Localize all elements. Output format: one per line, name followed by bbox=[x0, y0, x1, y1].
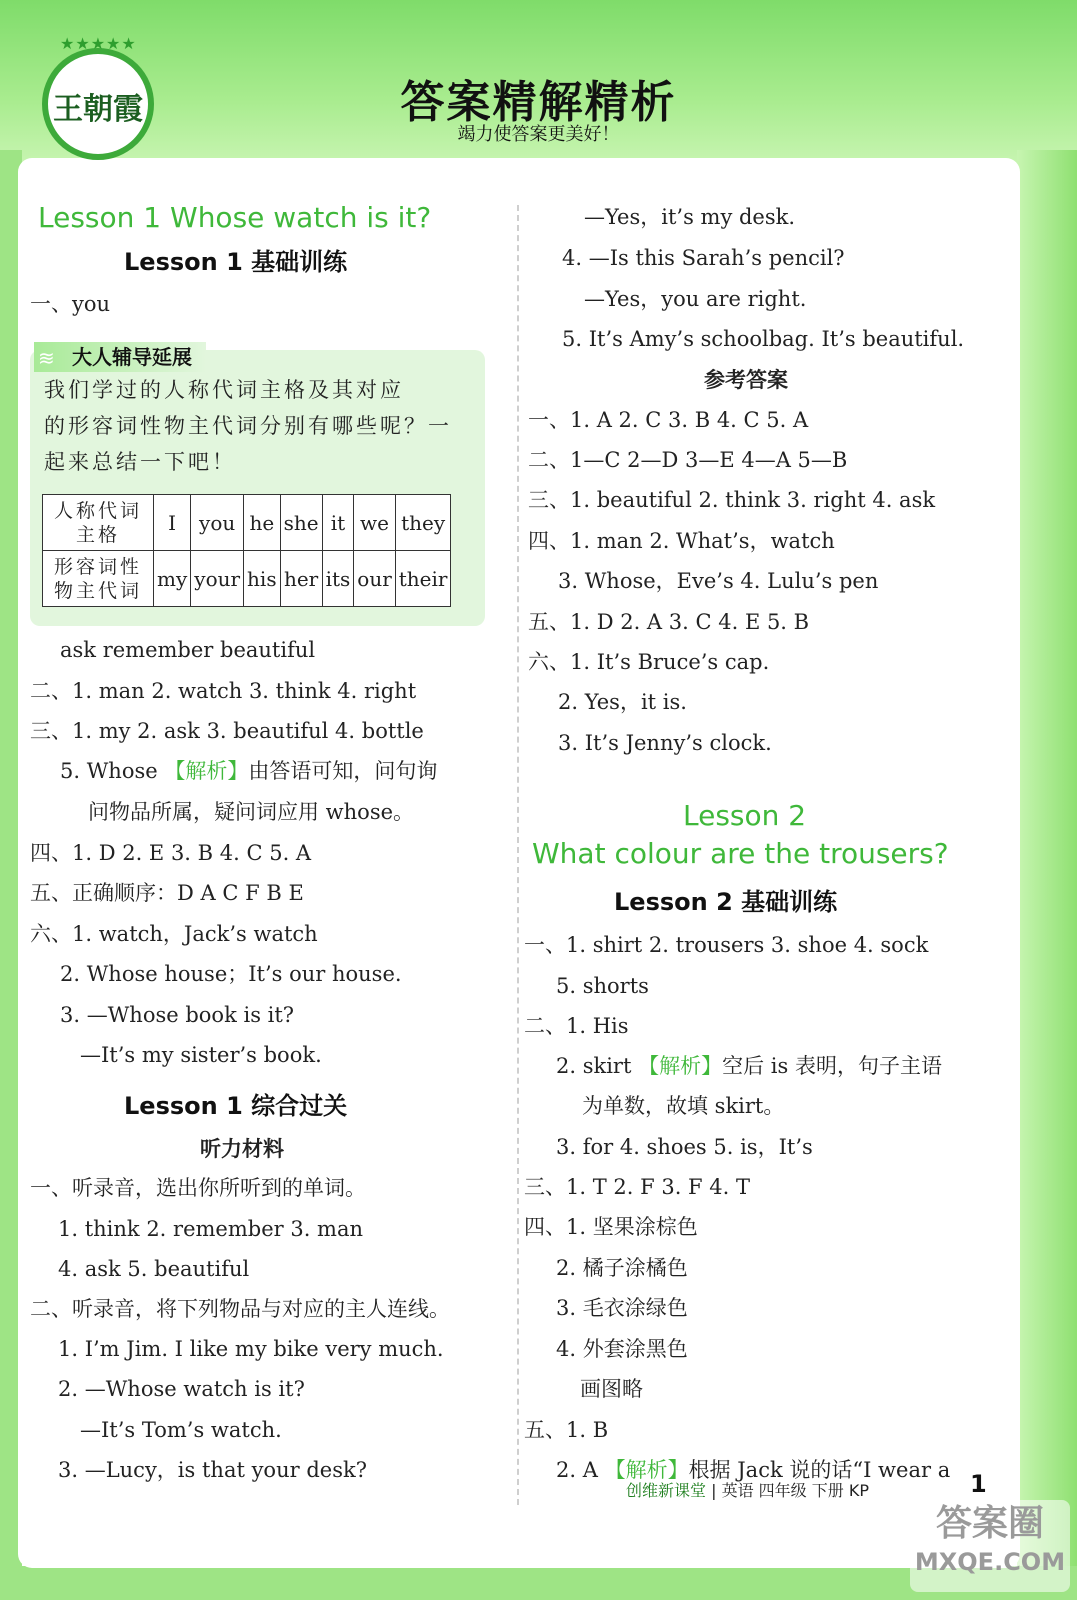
answer-line bbox=[556, 1056, 942, 1077]
answer-line: 1. think 2. remember 3. man bbox=[58, 1217, 364, 1241]
table-cell: they bbox=[395, 495, 451, 551]
answer-line: 3. It’s Jenny’s clock. bbox=[558, 731, 772, 755]
analysis-tag: 【解析】 bbox=[638, 1054, 723, 1078]
table-cell: 形容词性物主代词 bbox=[43, 551, 154, 607]
answer-line: —It’s Tom’s watch. bbox=[80, 1418, 282, 1442]
section-heading: Lesson 1 基础训练 bbox=[124, 248, 348, 276]
table-cell: our bbox=[354, 551, 395, 607]
answer-line: 五、1. D 2. A 3. C 4. E 5. B bbox=[528, 610, 810, 634]
table-cell: his bbox=[244, 551, 281, 607]
answer-line: —Yes，you are right. bbox=[584, 287, 807, 311]
lesson-1-title: Lesson 1 Whose watch is it? bbox=[38, 201, 432, 234]
watermark-text: 答案圈 bbox=[935, 1503, 1044, 1544]
answer-line: 为单数，故填 skirt。 bbox=[582, 1094, 785, 1118]
table-cell: I bbox=[154, 495, 191, 551]
answer-text: 2. A bbox=[556, 1458, 598, 1482]
answer-line: 4. 外套涂黑色 bbox=[556, 1337, 688, 1361]
answer-line: 一、听录音，选出你所听到的单词。 bbox=[30, 1176, 366, 1200]
answer-line: 2. —Whose watch is it? bbox=[58, 1377, 305, 1401]
tip-text: 我们学过的人称代词主格及其对应 bbox=[44, 378, 404, 402]
answer-line: 5. shorts bbox=[556, 974, 649, 998]
table-cell: your bbox=[191, 551, 244, 607]
answer-line: 3. 毛衣涂绿色 bbox=[556, 1296, 688, 1320]
answer-line: 二、1—C 2—D 3—E 4—A 5—B bbox=[528, 448, 848, 472]
analysis-tag: 【解析】 bbox=[604, 1458, 689, 1482]
table-cell: we bbox=[354, 495, 395, 551]
table-cell: my bbox=[154, 551, 191, 607]
answer-text: 5. Whose bbox=[60, 759, 158, 783]
table-cell: it bbox=[322, 495, 354, 551]
answer-line bbox=[60, 761, 437, 782]
answer-line: ask remember beautiful bbox=[60, 638, 316, 662]
table-cell: she bbox=[280, 495, 322, 551]
answer-line: 1. I’m Jim. I like my bike very much. bbox=[58, 1337, 444, 1361]
analysis-text: 根据 Jack 说的话“I wear a bbox=[688, 1458, 951, 1482]
footer-meta: | 英语 四年级 下册 KP bbox=[711, 1481, 869, 1500]
table-cell: her bbox=[280, 551, 322, 607]
watermark bbox=[910, 1500, 1070, 1592]
answer-line: —Yes，it’s my desk. bbox=[584, 205, 796, 229]
page-title: 答案精解精析 bbox=[400, 77, 677, 128]
answer-line: 四、1. D 2. E 3. B 4. C 5. A bbox=[30, 841, 312, 865]
table-cell: 人称代词主格 bbox=[43, 495, 154, 551]
analysis-text: 空后 is 表明，句子主语 bbox=[722, 1054, 942, 1078]
logo-text: 王朝霞 bbox=[53, 92, 143, 127]
answer-line: 4. ask 5. beautiful bbox=[58, 1257, 250, 1281]
column-divider bbox=[517, 205, 519, 1505]
subheading: 参考答案 bbox=[704, 367, 788, 392]
answer-line: 4. —Is this Sarah’s pencil? bbox=[562, 246, 845, 270]
subheading: 听力材料 bbox=[200, 1136, 284, 1161]
footer-brand: 创维新课堂 bbox=[626, 1481, 707, 1500]
watermark-url: MXQE.COM bbox=[914, 1548, 1066, 1576]
footer-info bbox=[626, 1478, 869, 1501]
tip-text: 起来总结一下吧！ bbox=[44, 450, 236, 474]
answer-line: 一、you bbox=[30, 292, 111, 316]
answer-line: 五、1. B bbox=[524, 1418, 609, 1442]
answer-line: 画图略 bbox=[580, 1377, 643, 1401]
pronoun-table bbox=[42, 494, 451, 607]
page-number: 1 bbox=[970, 1470, 987, 1498]
table-cell: he bbox=[244, 495, 281, 551]
analysis-text: 由答语可知，问句询 bbox=[248, 759, 438, 783]
answer-line: 3. —Whose book is it? bbox=[60, 1003, 295, 1027]
answer-line: 2. Yes，it is. bbox=[558, 690, 687, 714]
section-heading: Lesson 2 基础训练 bbox=[614, 888, 838, 916]
answer-text: 2. skirt bbox=[556, 1054, 632, 1078]
section-heading: Lesson 1 综合过关 bbox=[124, 1092, 348, 1120]
right-border bbox=[1017, 150, 1077, 1600]
tip-text: 的形容词性物主代词分别有哪些呢？一 bbox=[44, 414, 452, 438]
table-row bbox=[43, 495, 451, 551]
table-cell: its bbox=[322, 551, 354, 607]
answer-line: 三、1. my 2. ask 3. beautiful 4. bottle bbox=[30, 719, 424, 743]
answer-line: 一、1. A 2. C 3. B 4. C 5. A bbox=[528, 408, 809, 432]
wave-icon: ≋ bbox=[38, 346, 55, 370]
answer-line: 5. It’s Amy’s schoolbag. It’s beautiful. bbox=[562, 327, 965, 351]
lesson-2-subtitle: What colour are the trousers? bbox=[532, 837, 949, 870]
answer-line: 四、1. 坚果涂棕色 bbox=[524, 1215, 698, 1239]
analysis-tag: 【解析】 bbox=[164, 759, 249, 783]
answer-line: 问物品所属，疑问词应用 whose。 bbox=[88, 800, 415, 824]
answer-line: 三、1. T 2. F 3. F 4. T bbox=[524, 1175, 751, 1199]
answer-line: 一、1. shirt 2. trousers 3. shoe 4. sock bbox=[524, 933, 929, 957]
table-cell: their bbox=[395, 551, 451, 607]
answer-line: 二、1. man 2. watch 3. think 4. right bbox=[30, 679, 417, 703]
logo-stars: ★★★★★ bbox=[60, 34, 137, 53]
table-cell: you bbox=[191, 495, 244, 551]
answer-line: 四、1. man 2. What’s，watch bbox=[528, 529, 835, 553]
answer-line: 2. Whose house；It’s our house. bbox=[60, 962, 402, 986]
answer-line: 3. for 4. shoes 5. is，It’s bbox=[556, 1135, 813, 1159]
answer-line: 二、听录音，将下列物品与对应的主人连线。 bbox=[30, 1297, 450, 1321]
table-row bbox=[43, 551, 451, 607]
answer-line: 3. —Lucy，is that your desk? bbox=[58, 1458, 367, 1482]
answer-line: 2. 橘子涂橘色 bbox=[556, 1256, 688, 1280]
answer-line: 六、1. watch，Jack’s watch bbox=[30, 922, 318, 946]
answer-line: 三、1. beautiful 2. think 3. right 4. ask bbox=[528, 488, 936, 512]
page-subtitle: 竭力使答案更美好！ bbox=[457, 124, 620, 145]
answer-line: 六、1. It’s Bruce’s cap. bbox=[528, 650, 770, 674]
lesson-2-title: Lesson 2 bbox=[683, 799, 807, 832]
answer-line: 五、正确顺序：D A C F B E bbox=[30, 881, 304, 905]
answer-line: 3. Whose，Eve’s 4. Lulu’s pen bbox=[558, 569, 879, 593]
tip-box-label: 大人辅导延展 bbox=[34, 342, 206, 372]
answer-line: 二、1. His bbox=[524, 1014, 629, 1038]
answer-line: —It’s my sister’s book. bbox=[80, 1043, 322, 1067]
